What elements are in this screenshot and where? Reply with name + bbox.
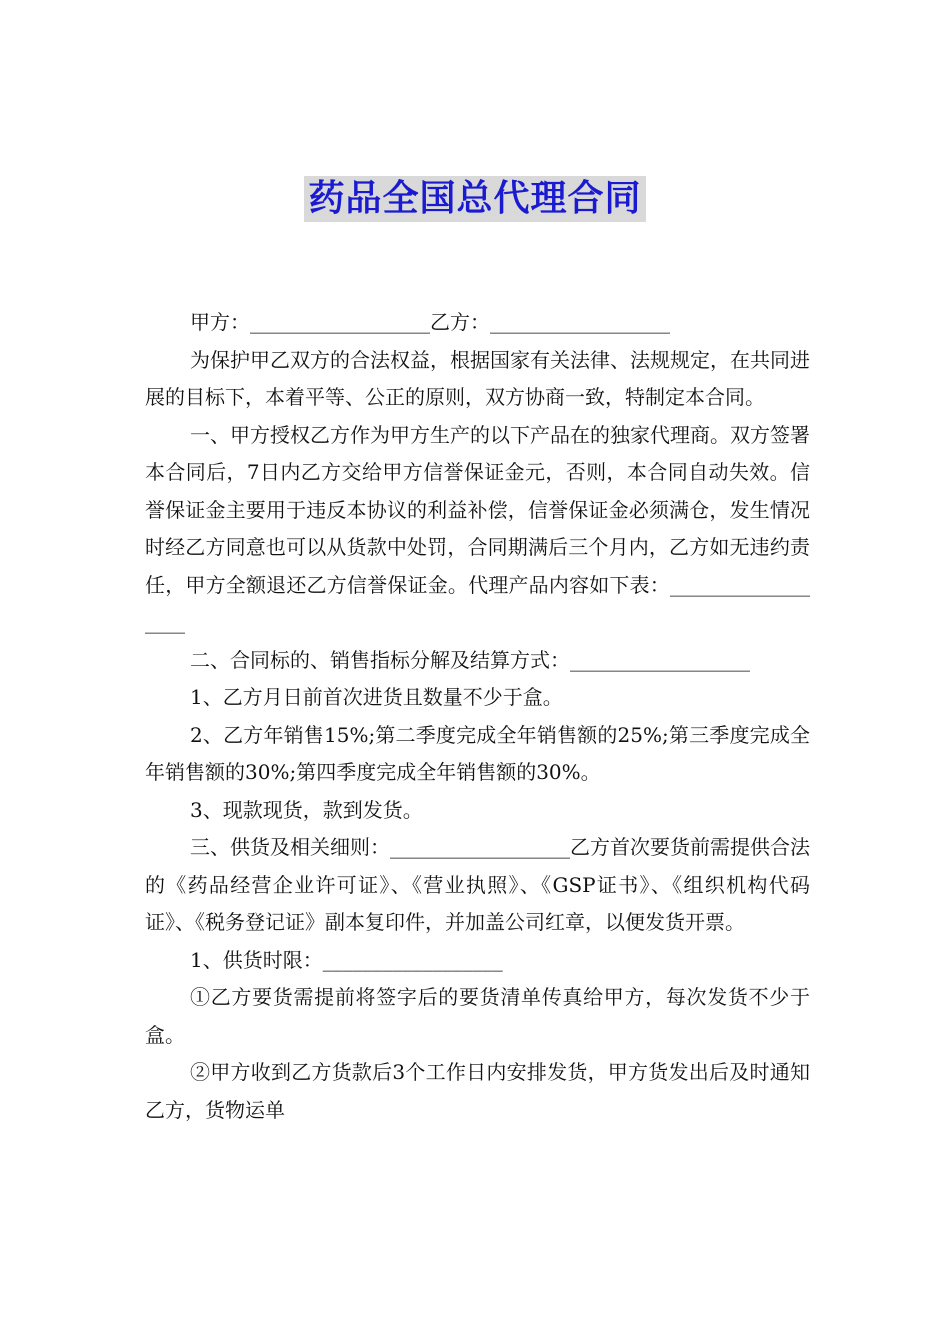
clause-2-heading: 二、合同标的、销售指标分解及结算方式：__________________ (190, 647, 750, 672)
preamble-paragraph: 为保护甲乙双方的合法权益，根据国家有关法律、法规规定，在共同进展的目标下，本着平等、公正的原则，双方协商一致，特制定本合同。 (145, 347, 810, 409)
clause-2-item-3: 3、现款现货，款到发货。 (190, 797, 423, 822)
parties-line: 甲方：__________________乙方：__________________ (190, 310, 670, 334)
clause-3-subitem-1: ①乙方要货需提前将签字后的要货清单传真给甲方，每次发货不少于盒。 (145, 985, 810, 1047)
clause-2-item-1: 1、乙方月日前首次进货且数量不少于盒。 (190, 685, 563, 709)
clause-3-item-1: 1、供货时限：__________________ (190, 947, 503, 972)
document-body (145, 304, 810, 1129)
clause-2-item-2: 2、乙方年销售15%;第二季度完成全年销售额的25%;第三季度完成全年销售额的30%;第四季度完成全年销售额的30%。 (145, 722, 810, 784)
document-title: 药品全国总代理合同 (304, 176, 645, 222)
clause-1-authorization: 一、甲方授权乙方作为甲方生产的以下产品在的独家代理商。双方签署本合同后，7日内乙方交给甲方信誉保证金元，否则，本合同自动失效。信誉保证金主要用于违反本协议的利益补偿，信誉保证金必须满仓，发生情况时经乙方同意也可以从货款中处罚，合同期满后三个月内，乙方如无违约责任，甲方全额退还乙方信誉保证金。代理产品内容如下表：__________________ (145, 422, 810, 634)
clause-3-supply: 三、供货及相关细则：__________________乙方首次要货前需提供合法的《药品经营企业许可证》、《营业执照》、《GSP证书》、《组织机构代码证》、《税务登记证》副本复印件，并加盖公司红章，以便发货开票。 (145, 835, 810, 934)
clause-3-subitem-2: ②甲方收到乙方货款后3个工作日内安排发货，甲方货发出后及时通知乙方，货物运单 (145, 1060, 810, 1122)
title-wrap (0, 176, 950, 222)
